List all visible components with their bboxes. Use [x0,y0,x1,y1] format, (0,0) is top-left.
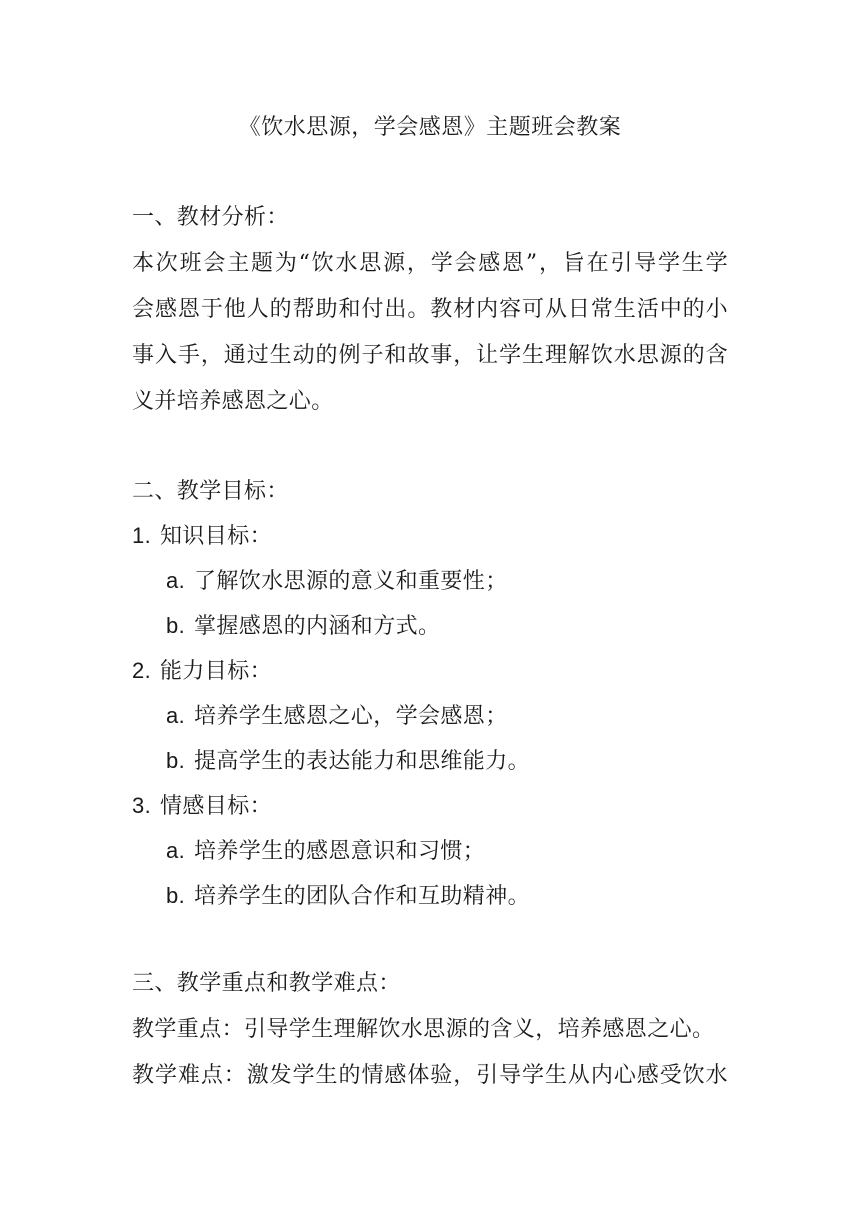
list-number: 2. [132,658,152,683]
sub-list-letter: b. [166,613,186,638]
list-number: 3. [132,793,152,818]
section-heading-objectives: 二、教学目标： [132,479,289,504]
sub-list-item [166,565,508,598]
list-item [132,790,272,823]
document-title: 《饮水思源，学会感恩》主题班会教案 [238,115,622,140]
sub-list-letter: a. [166,568,186,593]
paragraph-line: 义并培养感恩之心。 [132,389,334,414]
list-label: 情感目标： [160,794,273,819]
list-number: 1. [132,523,152,548]
sub-list-item [166,880,530,913]
sub-list-item [166,835,485,868]
sub-list-text: 了解饮水思源的意义和重要性； [194,569,508,594]
sub-list-text: 提高学生的表达能力和思维能力。 [194,749,531,774]
paragraph-line: 本次班会主题为“饮水思源，学会感恩”，旨在引导学生学 [132,251,728,276]
list-label: 知识目标： [160,524,273,549]
paragraph-line: 会感恩于他人的帮助和付出。教材内容可从日常生活中的小 [132,297,728,322]
sub-list-text: 培养学生感恩之心，学会感恩； [194,704,508,729]
sub-list-text: 掌握感恩的内涵和方式。 [194,614,441,639]
list-label: 能力目标： [160,659,273,684]
list-item [132,520,272,553]
sub-list-text: 培养学生的感恩意识和习惯； [194,839,486,864]
paragraph-line: 教学难点：激发学生的情感体验，引导学生从内心感受饮水 [132,1063,728,1088]
sub-list-item [166,745,530,778]
sub-list-item [166,700,508,733]
section-heading-materials: 一、教材分析： [132,205,289,230]
sub-list-letter: b. [166,748,186,773]
paragraph-line: 事入手，通过生动的例子和故事，让学生理解饮水思源的含 [132,343,728,368]
sub-list-letter: a. [166,838,186,863]
section-heading-key-points: 三、教学重点和教学难点： [132,971,401,996]
sub-list-letter: a. [166,703,186,728]
sub-list-text: 培养学生的团队合作和互助精神。 [194,884,531,909]
sub-list-letter: b. [166,883,186,908]
sub-list-item [166,610,440,643]
list-item [132,655,272,688]
paragraph-line: 教学重点：引导学生理解饮水思源的含义，培养感恩之心。 [132,1017,715,1042]
